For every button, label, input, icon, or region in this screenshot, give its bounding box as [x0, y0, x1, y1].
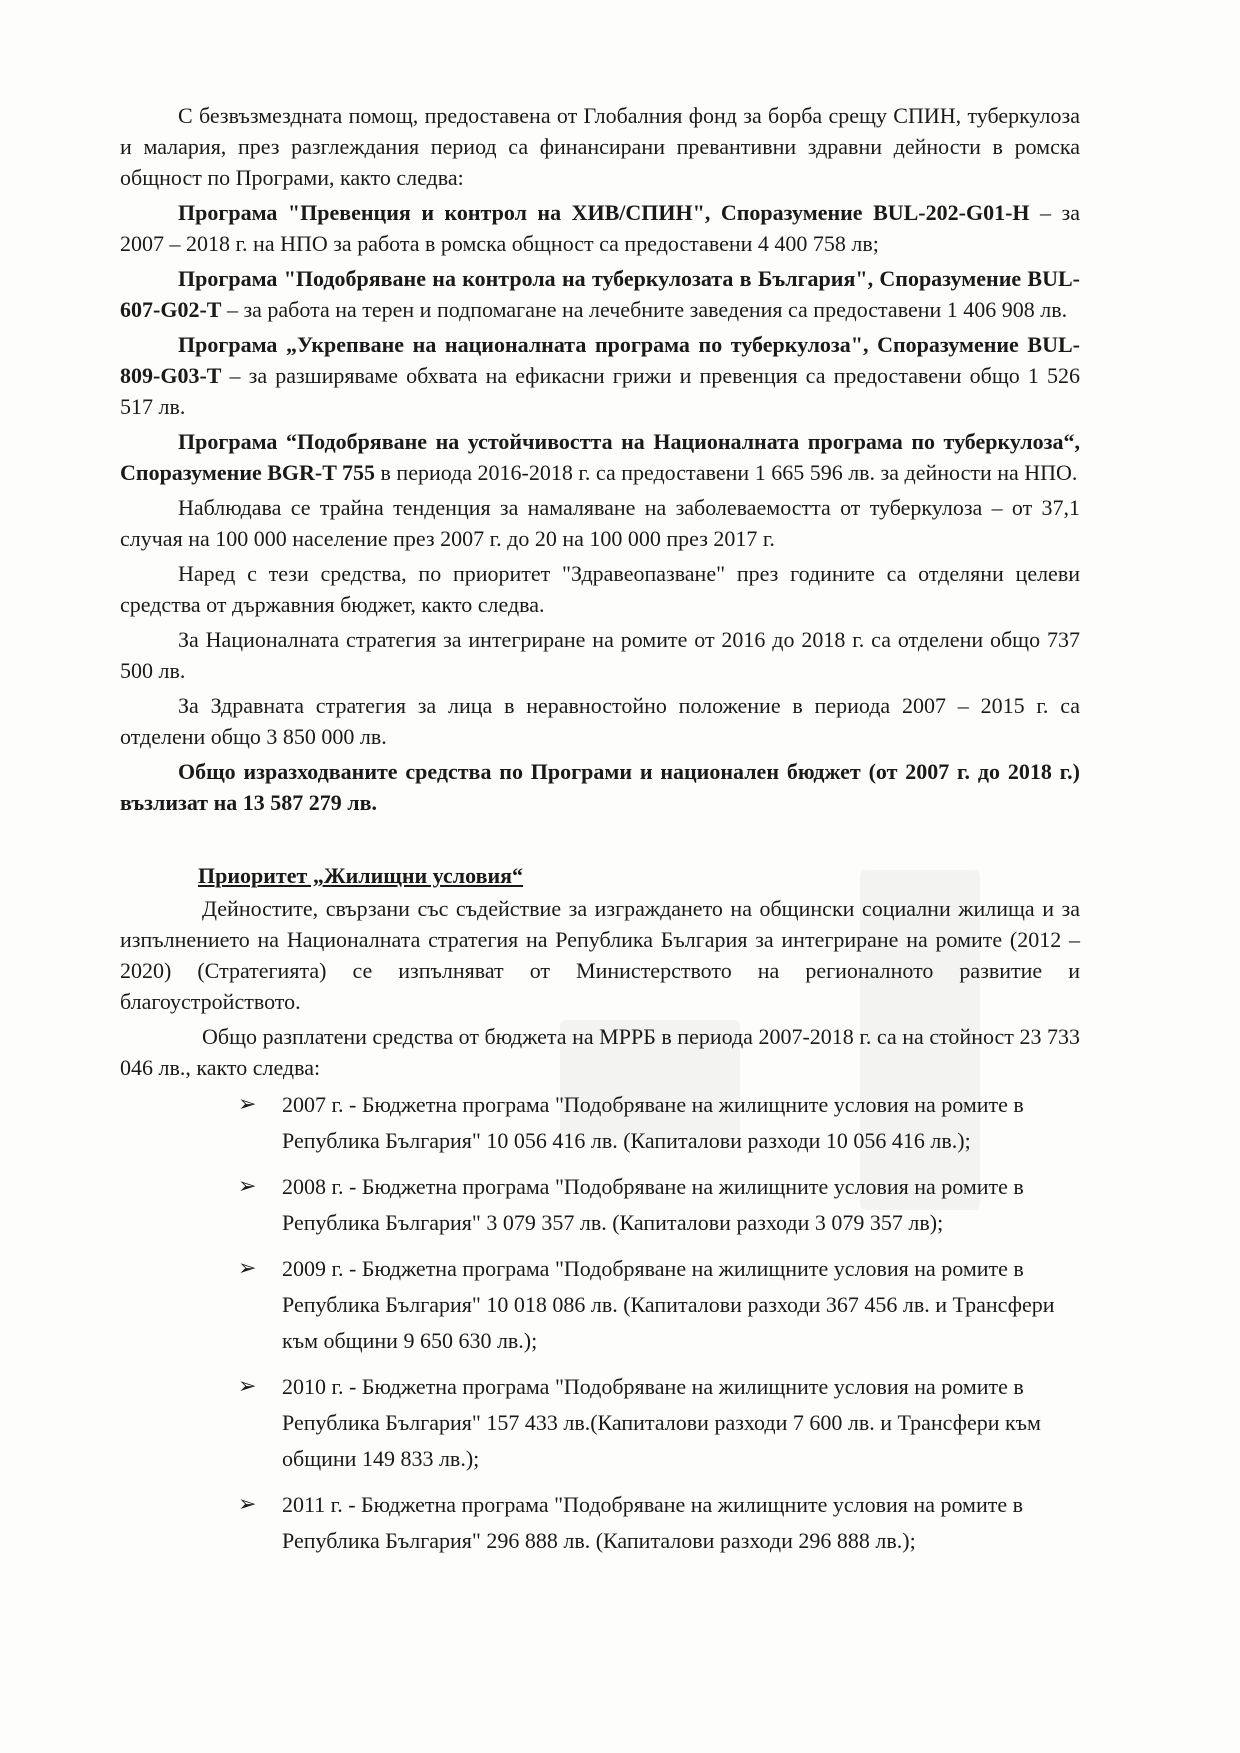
list-item-text: 2010 г. - Бюджетна програма "Подобряване на жилищните условия на ромите в Република България" 157 433 лв.(Капиталови разходи 7 600 лв. и Трансфери към общини 149 833 лв.);	[282, 1374, 1041, 1471]
arrowhead-bullet-icon: ➢	[238, 1492, 257, 1517]
arrowhead-bullet-icon: ➢	[238, 1374, 257, 1399]
tb-trend-paragraph: Наблюдава се трайна тенденция за намаляване на заболеваемостта от туберкулоза – от 37,1 случая на 100 000 население през 2007 г. до 20 на 100 000 през 2017 г.	[120, 495, 1080, 551]
health-strategy-paragraph: За Здравната стратегия за лица в неравностойно положение в периода 2007 – 2015 г. са отделени общо 3 850 000 лв.	[120, 693, 1080, 749]
program-tb-sustain-paragraph	[120, 426, 1080, 488]
list-item	[120, 1169, 1080, 1241]
housing-total-paragraph: Общо разплатени средства от бюджета на МРРБ в периода 2007-2018 г. са на стойност 23 733 046 лв., както следва:	[120, 1024, 1080, 1080]
section-heading	[120, 860, 1080, 891]
arrowhead-bullet-icon: ➢	[238, 1256, 257, 1281]
list-item	[120, 1369, 1080, 1477]
arrowhead-bullet-icon: ➢	[238, 1092, 257, 1117]
roma-strategy-paragraph: За Националната стратегия за интегриране на ромите от 2016 до 2018 г. са отделени общо 737 500 лв.	[120, 627, 1080, 683]
program-tb-sustain-text: в периода 2016-2018 г. са предоставени 1 665 596 лв. за дейности на НПО.	[375, 460, 1078, 485]
arrowhead-bullet-icon: ➢	[238, 1174, 257, 1199]
program-hiv-text: – за 2007 – 2018 г. на НПО за работа в ромска общност са предоставени 4 400 758 лв;	[120, 200, 1080, 256]
program-tb-sustain-title: Програма “Подобряване на устойчивостта на Националната програма по туберкулоза“, Споразумение BGR-T 755	[120, 429, 1080, 485]
list-item-text: 2007 г. - Бюджетна програма "Подобряване на жилищните условия на ромите в Република България" 10 056 416 лв. (Капиталови разходи 10 056 416 лв.);	[282, 1092, 1024, 1153]
section-heading-text: Приоритет „Жилищни условия“	[198, 863, 524, 888]
program-tb-control-paragraph	[120, 263, 1080, 325]
list-item	[120, 1251, 1080, 1359]
program-tb-strengthen-text: – за разширяваме обхвата на ефикасни грижи и превенция са предоставени общо 1 526 517 лв.	[120, 363, 1080, 419]
list-item-text: 2011 г. - Бюджетна програма "Подобряване на жилищните условия на ромите в Република България" 296 888 лв. (Капиталови разходи 296 888 лв.);	[282, 1492, 1023, 1553]
list-item-text: 2008 г. - Бюджетна програма "Подобряване на жилищните условия на ромите в Република България" 3 079 357 лв. (Капиталови разходи 3 079 357 лв);	[282, 1174, 1024, 1235]
housing-activities-paragraph: Дейностите, свързани със съдействие за изграждането на общински социални жилища и за изпълнението на Националната стратегия на Република България за интегриране на ромите (2012 – 2020) (Стратегията) се изпълняват от Министерството на регионалното развитие и благоустройството.	[120, 896, 1080, 1014]
list-item	[120, 1487, 1080, 1559]
total-spent-paragraph: Общо изразходваните средства по Програми и национален бюджет (от 2007 г. до 2018 г.) възлизат на 13 587 279 лв.	[120, 759, 1080, 815]
program-hiv-paragraph	[120, 197, 1080, 259]
program-tb-strengthen-title: Програма „Укрепване на националната програма по туберкулоза", Споразумение BUL-809-G03-T	[120, 332, 1080, 388]
program-tb-control-title: Програма "Подобряване на контрола на туберкулозата в България", Споразумение BUL-607-G02-T	[120, 266, 1080, 322]
program-hiv-title: Програма "Превенция и контрол на ХИВ/СПИН", Споразумение BUL-202-G01-H	[178, 200, 1030, 225]
program-tb-control-text: – за работа на терен и подпомагане на лечебните заведения са предоставени 1 406 908 лв.	[221, 297, 1068, 322]
list-item-text: 2009 г. - Бюджетна програма "Подобряване на жилищните условия на ромите в Република България" 10 018 086 лв. (Капиталови разходи 367 456 лв. и Трансфери към общини 9 650 630 лв.);	[282, 1256, 1055, 1353]
document-body	[120, 100, 1080, 1569]
state-budget-paragraph: Наред с тези средства, по приоритет "Здравеопазване" през годините са отделяни целеви средства от държавния бюджет, както следва.	[120, 561, 1080, 617]
list-item	[120, 1087, 1080, 1159]
intro-paragraph: С безвъзмездната помощ, предоставена от Глобалния фонд за борба срещу СПИН, туберкулоза и малария, през разглеждания период са финансирани превантивни здравни дейности в ромска общност по Програми, както следва:	[120, 103, 1080, 190]
program-tb-strengthen-paragraph	[120, 329, 1080, 422]
budget-program-list	[120, 1087, 1080, 1559]
